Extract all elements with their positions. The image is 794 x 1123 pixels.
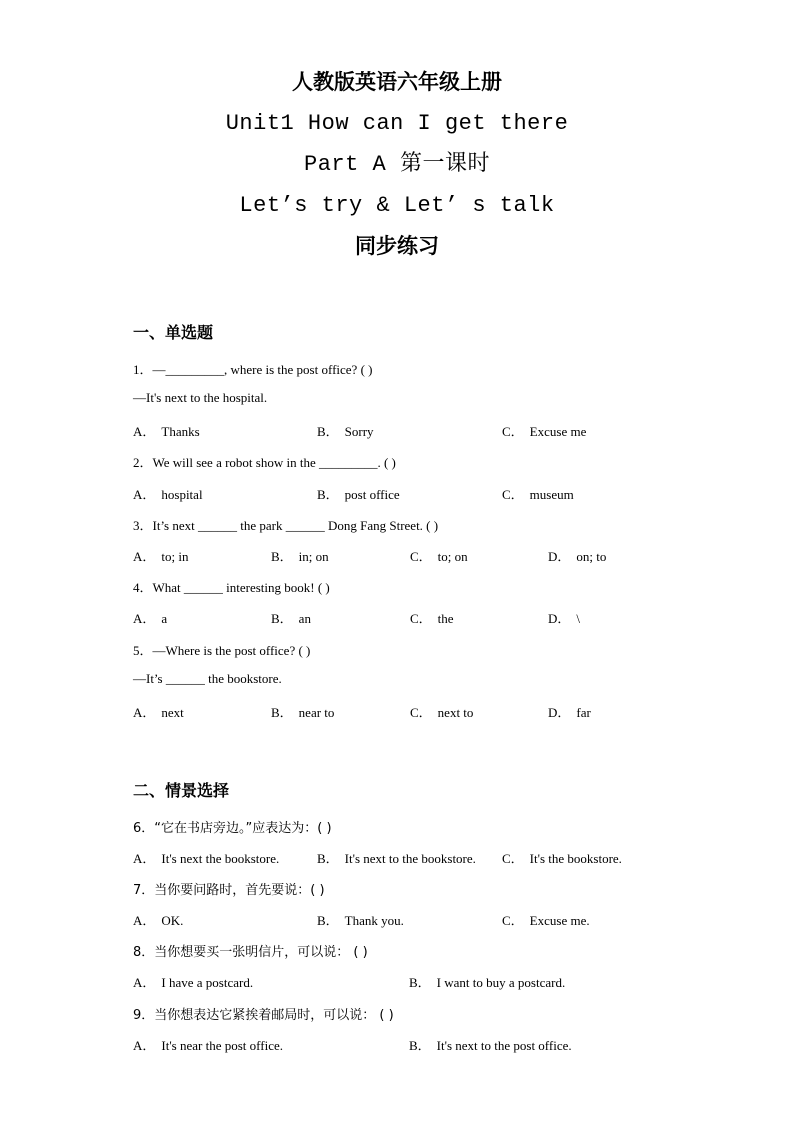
option-text: It's next the bookstore. (161, 851, 280, 866)
title-textbook: 人教版英语六年级上册 (292, 70, 502, 94)
option-text: Sorry (344, 424, 374, 439)
option-d (548, 546, 606, 565)
option-text: It's next to the bookstore. (344, 851, 476, 866)
option-letter: C． (502, 487, 524, 502)
option-c (410, 546, 468, 565)
question-text: —It’s ______ the bookstore. (133, 671, 282, 686)
option-letter: B． (317, 487, 339, 502)
option-text: It's the bookstore. (529, 851, 622, 866)
question-text: 8．当你想要买一张明信片，可以说： ( ) (133, 945, 368, 960)
option-b (271, 702, 334, 721)
option-c (502, 848, 622, 867)
option-letter: C． (502, 913, 524, 928)
title-practice: 同步练习 (355, 234, 439, 258)
option-a (133, 848, 279, 867)
option-letter: A． (133, 705, 156, 720)
option-a (133, 910, 183, 929)
option-text: to; in (161, 549, 189, 564)
option-text: Excuse me. (529, 913, 590, 928)
option-letter: A． (133, 975, 156, 990)
option-letter: A． (133, 549, 156, 564)
option-letter: D． (548, 611, 571, 626)
option-text: post office (344, 487, 400, 502)
option-letter: B． (271, 611, 293, 626)
question-text: 2．We will see a robot show in the _________. ( ) (133, 455, 396, 470)
option-letter: A． (133, 487, 156, 502)
option-text: Thank you. (344, 913, 404, 928)
option-letter: B． (317, 851, 339, 866)
title-block (0, 62, 794, 267)
option-a (133, 608, 167, 627)
option-a (133, 484, 203, 503)
option-c (410, 608, 454, 627)
option-c (502, 484, 574, 503)
option-c (502, 421, 586, 440)
option-text: to; on (437, 549, 468, 564)
option-letter: C． (410, 549, 432, 564)
option-letter: A． (133, 913, 156, 928)
option-letter: C． (502, 424, 524, 439)
option-text: It's near the post office. (161, 1038, 283, 1053)
option-text: on; to (576, 549, 607, 564)
option-b (271, 546, 329, 565)
option-letter: A． (133, 851, 156, 866)
question-text: 4．What ______ interesting book! ( ) (133, 580, 330, 595)
question-text: 6．“它在书店旁边。”应表达为：( ) (133, 821, 332, 836)
option-letter: D． (548, 549, 571, 564)
option-b (317, 484, 400, 503)
question-text: 1．—_________, where is the post office? ( ) (133, 362, 373, 377)
option-a (133, 972, 253, 991)
title-lesson: Let’s try & Let’ s talk (239, 193, 555, 218)
option-text: I have a postcard. (161, 975, 254, 990)
option-text: OK. (161, 913, 184, 928)
option-text: I want to buy a postcard. (436, 975, 566, 990)
option-b (317, 910, 404, 929)
option-text: next to (437, 705, 474, 720)
section-heading-situational-choice: 二、情景选择 (133, 781, 230, 800)
option-letter: C． (410, 611, 432, 626)
option-text: in; on (298, 549, 329, 564)
section-heading-single-choice: 一、单选题 (133, 323, 214, 342)
option-c (502, 910, 590, 929)
option-b (271, 608, 311, 627)
option-letter: A． (133, 424, 156, 439)
option-a (133, 1035, 283, 1054)
option-letter: D． (548, 705, 571, 720)
option-b (317, 848, 476, 867)
option-text: near to (298, 705, 335, 720)
option-letter: A． (133, 611, 156, 626)
option-letter: A． (133, 1038, 156, 1053)
option-b (317, 421, 374, 440)
option-b (409, 1035, 572, 1054)
option-text: a (161, 611, 168, 626)
option-text: hospital (161, 487, 203, 502)
option-a (133, 702, 184, 721)
option-letter: B． (271, 705, 293, 720)
option-text: museum (529, 487, 574, 502)
option-d (548, 702, 591, 721)
option-letter: C． (410, 705, 432, 720)
question-text: 5．—Where is the post office? ( ) (133, 643, 311, 658)
option-b (409, 972, 565, 991)
option-d (548, 608, 580, 627)
option-text: Thanks (161, 424, 200, 439)
option-a (133, 421, 200, 440)
option-text: \ (576, 611, 581, 626)
option-letter: B． (409, 1038, 431, 1053)
option-text: Excuse me (529, 424, 587, 439)
title-part: Part A 第一课时 (304, 152, 490, 177)
question-text: —It's next to the hospital. (133, 390, 268, 405)
option-letter: C． (502, 851, 524, 866)
option-letter: B． (317, 424, 339, 439)
option-text: the (437, 611, 454, 626)
question-text: 3．It’s next ______ the park ______ Dong Fang Street. ( ) (133, 518, 439, 533)
option-text: an (298, 611, 311, 626)
option-text: far (576, 705, 591, 720)
option-c (410, 702, 473, 721)
title-unit: Unit1 How can I get there (225, 111, 569, 136)
question-text: 9．当你想表达它紧挨着邮局时，可以说： ( ) (133, 1008, 394, 1023)
option-text: It's next to the post office. (436, 1038, 572, 1053)
option-letter: B． (409, 975, 431, 990)
option-text: next (161, 705, 184, 720)
question-text: 7．当你要问路时，首先要说：( ) (133, 883, 325, 898)
option-letter: B． (271, 549, 293, 564)
option-letter: B． (317, 913, 339, 928)
option-a (133, 546, 188, 565)
